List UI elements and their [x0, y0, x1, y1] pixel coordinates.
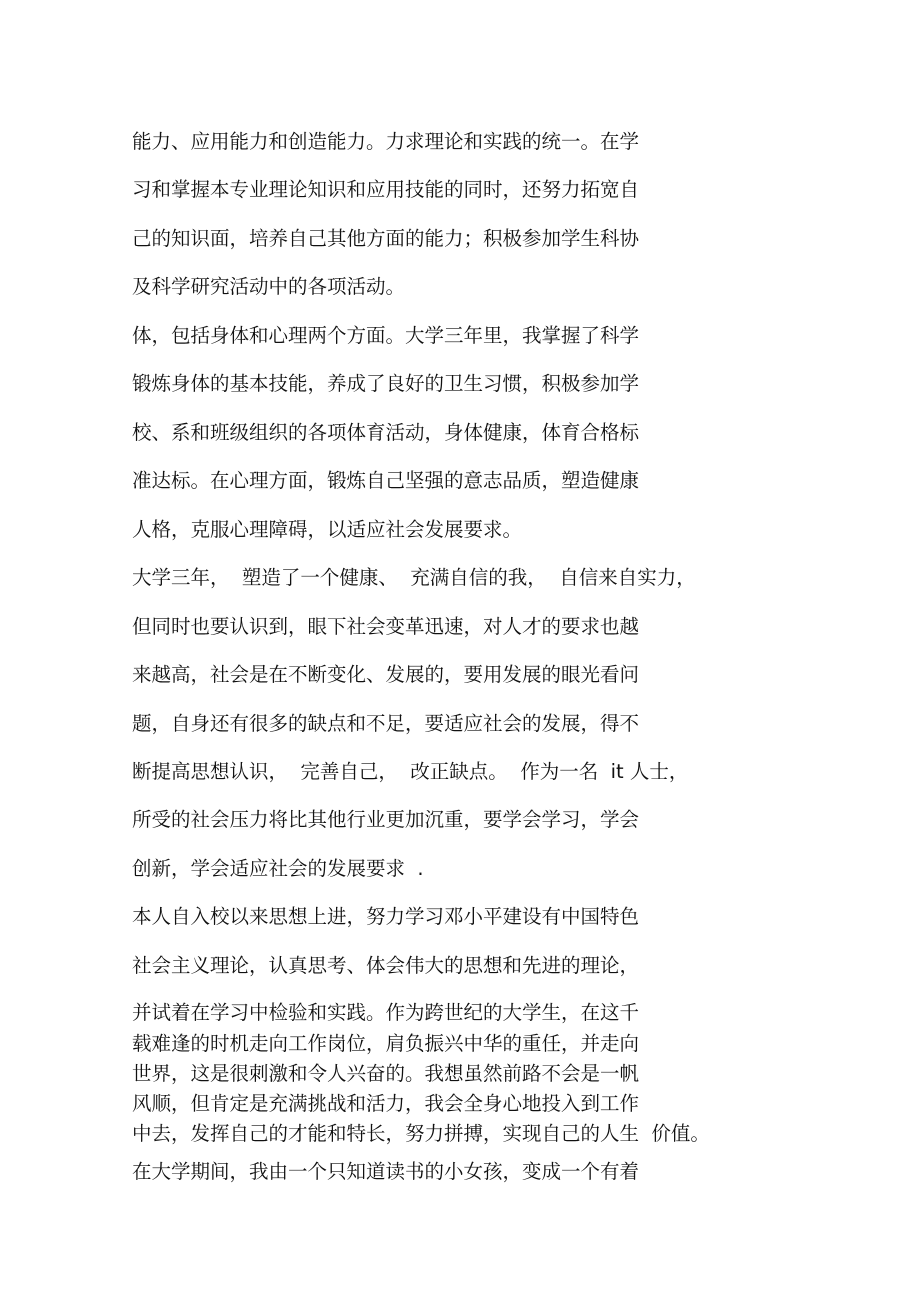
text-line: 体，包括身体和心理两个方面。大学三年里，我掌握了科学: [132, 324, 640, 347]
text-line: 断提高思想认识， 完善自己， 改正缺点。 作为一名 it 人士，: [132, 760, 689, 783]
text-line: 题，自身还有很多的缺点和不足，要适应社会的发展，得不: [132, 712, 640, 735]
text-line: 社会主义理论，认真思考、体会伟大的思想和先进的理论，: [132, 954, 640, 977]
text-line: 世界，这是很刺激和令人兴奋的。我想虽然前路不会是一帆: [132, 1062, 640, 1085]
text-line: 在大学期间，我由一个只知道读书的小女孩，变成一个有着: [132, 1160, 640, 1183]
text-line: 本人自入校以来思想上进，努力学习邓小平建设有中国特色: [132, 905, 640, 928]
text-line: 中去，发挥自己的才能和特长，努力拼搏，实现自己的人生 价值。: [132, 1122, 710, 1145]
text-line: 风顺，但肯定是充满挑战和活力，我会全身心地投入到工作: [132, 1092, 640, 1115]
text-line: 载难逢的时机走向工作岗位，肩负振兴中华的重任，并走向: [132, 1032, 640, 1055]
text-line: 己的知识面，培养自己其他方面的能力；积极参加学生科协: [132, 227, 640, 250]
text-line: 但同时也要认识到，眼下社会变革迅速，对人才的要求也越: [132, 615, 640, 638]
text-line: 锻炼身体的基本技能，养成了良好的卫生习惯，积极参加学: [132, 372, 640, 395]
text-line: 人格，克服心理障碍，以适应社会发展要求。: [132, 518, 523, 541]
text-line: 并试着在学习中检验和实践。作为跨世纪的大学生，在这千: [132, 1001, 640, 1024]
text-line: 来越高，社会是在不断变化、发展的，要用发展的眼光看问: [132, 663, 640, 686]
text-line: 及科学研究活动中的各项活动。: [132, 275, 406, 298]
text-line: 校、系和班级组织的各项体育活动，身体健康，体育合格标: [132, 421, 640, 444]
text-line: 大学三年， 塑造了一个健康、 充满自信的我， 自信来自实力，: [132, 566, 696, 589]
text-line: 习和掌握本专业理论知识和应用技能的同时，还努力拓宽自: [132, 178, 640, 201]
text-line: 能力、应用能力和创造能力。力求理论和实践的统一。在学: [132, 130, 640, 153]
text-line: 创新，学会适应社会的发展要求 .: [132, 857, 424, 880]
text-line: 所受的社会压力将比其他行业更加沉重，要学会学习，学会: [132, 808, 640, 831]
text-line: 准达标。在心理方面，锻炼自己坚强的意志品质，塑造健康: [132, 469, 640, 492]
